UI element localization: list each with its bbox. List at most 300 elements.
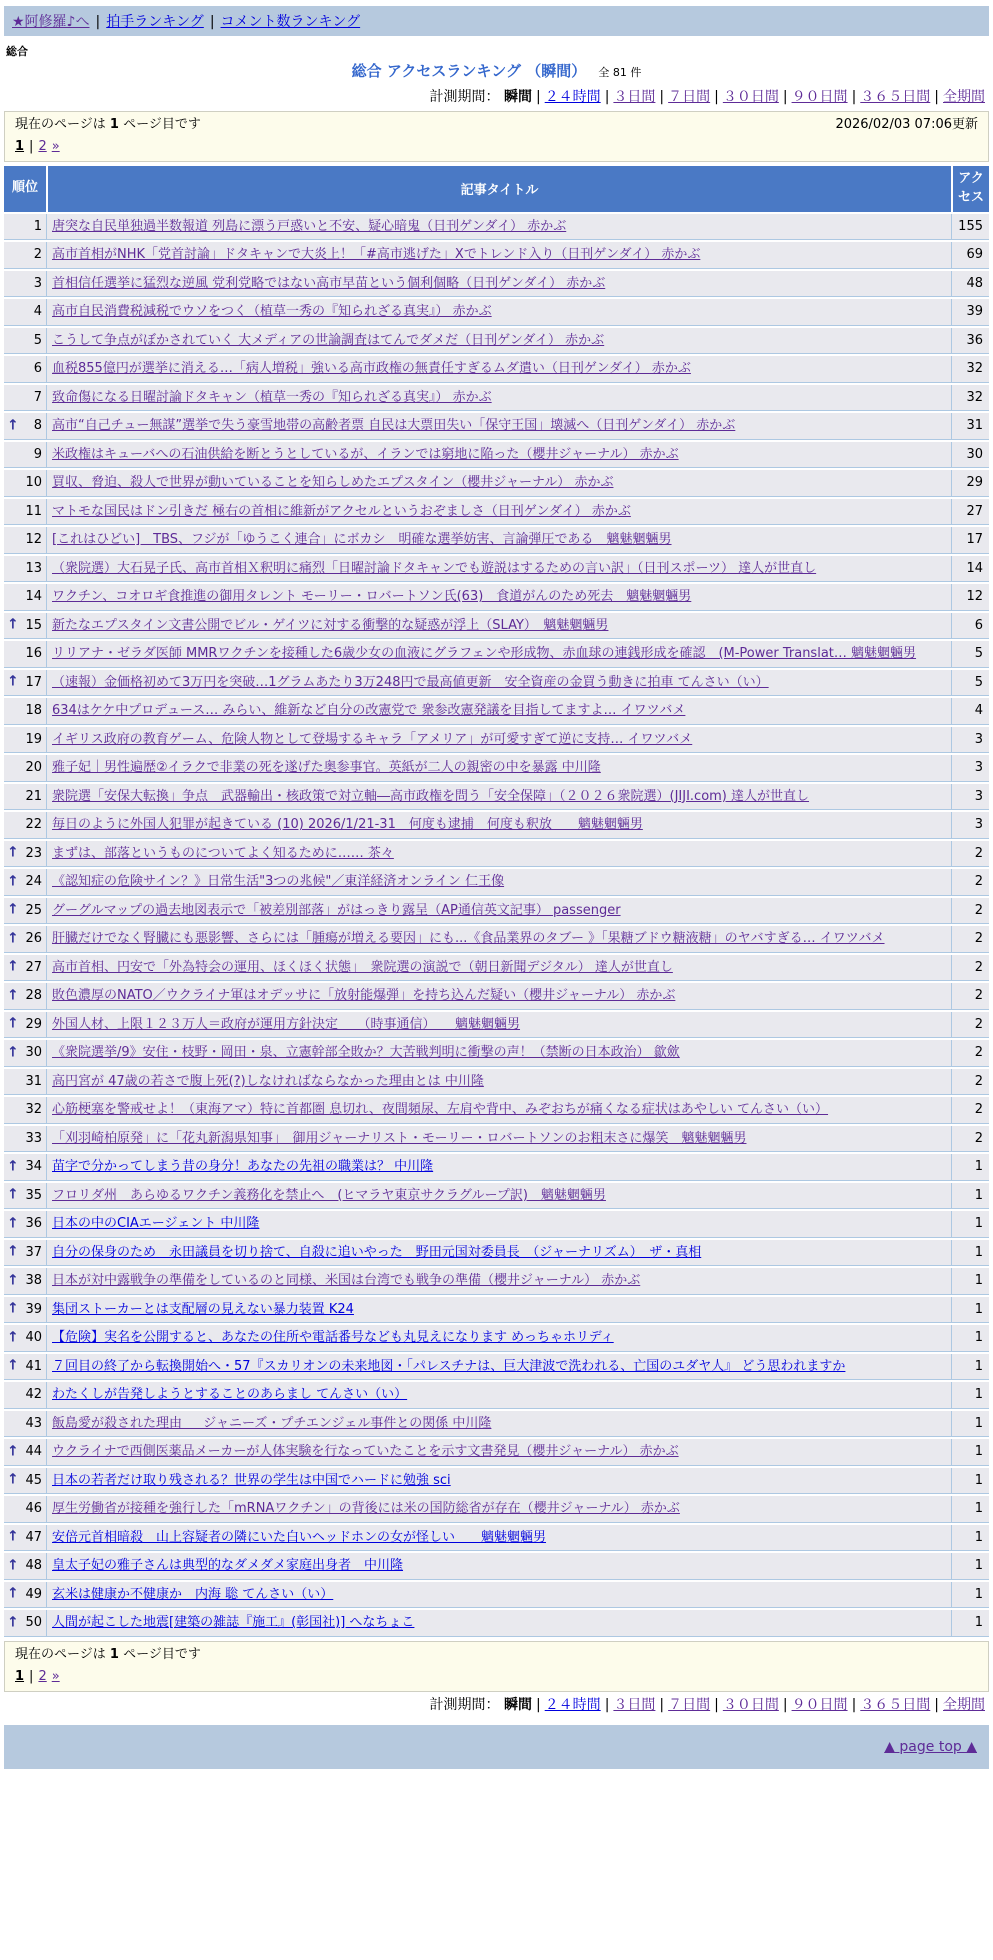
nav-link-asyura-home[interactable]: ★阿修羅♪へ [12,14,90,30]
rank-cell [4,385,46,412]
table-row [4,1325,989,1352]
period-link[interactable]: ３６５日間 [860,1696,931,1713]
period-separator: | [714,89,719,105]
article-link[interactable]: ワクチン、コオロギ食推進の御用タレント モーリー・ロバートソン氏(63) 食道がんのため死去 魑魅魍魎男 [52,589,692,605]
access-count: 14 [951,556,989,583]
rank-number: 44 [25,1444,42,1460]
title-cell [46,698,951,725]
title-cell [46,1240,951,1267]
up-arrow-icon: ↑ [7,873,19,890]
rank-number: 43 [25,1415,42,1431]
up-arrow-icon: ↑ [7,673,19,690]
total-count: 全 81 件 [598,66,642,79]
table-row [4,1382,989,1409]
table-row [4,470,989,497]
article-link[interactable]: 厚生労働省が接種を強行した「mRNAワクチン」の背後には米の国防総省が存在（櫻井ジャーナル） 赤かぶ [52,1501,680,1517]
period-nav-label: 計測期間： [429,89,504,105]
rank-number: 46 [25,1501,42,1517]
ranking-table-body [4,214,989,1637]
rank-cell [4,1439,46,1466]
table-row [4,983,989,1010]
up-arrow-icon: ↑ [7,1557,19,1574]
up-arrow-icon: ↑ [7,1300,19,1317]
title-cell [46,556,951,583]
period-separator: | [535,89,541,105]
rank-number: 20 [25,760,42,776]
article-link[interactable]: 集団ストーカーとは支配層の見えない暴力装置 K24 [52,1301,354,1317]
rank-number: 8 [33,418,42,434]
title-cell [46,1268,951,1295]
up-arrow-icon: ↑ [7,417,19,434]
rank-number: 49 [25,1586,42,1602]
title-cell [46,670,951,697]
article-link[interactable]: ７回目の終了から転換開始へ・57『スカリオンの未来地図・「パレスチナは、巨大津波で洗われる、亡国のユダヤ人』 どう思われますか [52,1358,846,1374]
table-row [4,1040,989,1067]
rank-number: 18 [25,703,42,719]
title-cell [46,214,951,241]
period-current: 瞬間 [503,1696,532,1713]
table-row [4,727,989,754]
table-row [4,1183,989,1210]
up-arrow-icon: ↑ [7,616,19,633]
period-separator: | [851,89,857,105]
table-row [4,841,989,868]
article-link[interactable]: 苗字で分かってしまう昔の身分！あなたの先祖の職業は？ 中川隆 [52,1159,434,1175]
title-cell [46,1069,951,1096]
period-separator: | [604,1696,610,1713]
title-cell [46,527,951,554]
rank-number: 12 [25,532,42,548]
current-page-text: 現在のページは 1 ページ目です [15,117,201,132]
rank-cell [4,1268,46,1295]
period-nav-label: 計測期間： [429,1696,504,1713]
up-arrow-icon: ↑ [7,1044,19,1061]
access-count: 1 [951,1525,989,1552]
table-row [4,1154,989,1181]
article-link[interactable]: グーグルマップの過去地図表示で「被差別部落」がはっきり露呈（AP通信英文記事） passenger [52,902,621,918]
access-count: 2 [951,983,989,1010]
article-link[interactable]: 首相信任選挙に猛烈な逆風 党利党略ではない高市早苗という個利個略（日刊ゲンダイ） 赤かぶ [52,275,606,291]
page-number-2-link[interactable]: 2 [38,139,47,154]
period-link[interactable]: ７日間 [668,89,711,105]
up-arrow-icon: ↑ [7,1329,19,1346]
access-count: 29 [951,470,989,497]
rank-cell [4,1069,46,1096]
rank-cell [4,328,46,355]
rank-cell [4,926,46,953]
rank-cell [4,898,46,925]
updated-timestamp: 2026/02/03 07:06更新 [835,117,978,132]
article-link[interactable]: 雅子妃｜男性遍歴②イラクで非業の死を遂げた奥参事官。英紙が二人の親密の中を暴露 中川隆 [52,760,601,776]
title-cell [46,1126,951,1153]
rank-number: 29 [25,1016,42,1032]
access-count: 3 [951,727,989,754]
rank-cell [4,556,46,583]
article-link[interactable]: 高円宮が 47歳の若さで腹上死(?)しなければならなかった理由とは 中川隆 [52,1073,484,1089]
article-link[interactable]: （速報）金価格初めて3万円を突破…1グラムあたり3万248円で最高値更新 安全資産の金買う動きに拍車 てんさい（い） [52,674,769,690]
access-count: 3 [951,812,989,839]
article-link[interactable]: イギリス政府の教育ゲーム、危険人物として登場するキャラ「アメリア」が可愛すぎて逆に支持… イワツバメ [52,731,693,747]
access-count: 32 [951,385,989,412]
access-count: 2 [951,1069,989,1096]
title-cell [46,613,951,640]
article-link[interactable]: 高市自民消費税減税でウソをつく（植草一秀の『知られざる真実』） 赤かぶ [52,304,492,320]
table-row [4,898,989,925]
period-separator: | [659,89,665,105]
up-arrow-icon: ↑ [7,1585,19,1602]
article-link[interactable]: 新たなエプスタイン文書公開でビル・ゲイツに対する衝撃的な疑惑が浮上（SLAY） 魑魅魍魎男 [52,617,609,633]
article-link[interactable]: 634はケケ中プロデュース… みらい、維新など自分の改憲党で 衆参改憲発議を目指してますよ… イワツバメ [52,703,686,719]
table-row [4,527,989,554]
table-row [4,1582,989,1609]
table-row [4,1097,989,1124]
period-link[interactable]: ２４時間 [544,89,601,105]
rank-cell [4,584,46,611]
next-page-link[interactable]: » [51,139,60,154]
article-link[interactable]: 【危険】実名を公開すると、あなたの住所や電話番号なども丸見えになります めっちゃホリディ [52,1330,614,1346]
period-separator: | [535,1696,541,1713]
article-link[interactable]: 「刈羽崎柏原発」に「花丸新潟県知事」 御用ジャーナリスト・モーリー・ロバートソンのお粗末さに爆笑 魑魅魍魎男 [52,1130,747,1146]
rank-cell [4,1582,46,1609]
rank-cell [4,1325,46,1352]
access-count: 1 [951,1154,989,1181]
up-arrow-icon: ↑ [7,987,19,1004]
access-count: 30 [951,442,989,469]
article-link[interactable]: （衆院選）大石晃子氏、高市首相Ｘ釈明に痛烈「日曜討論ドタキャンでも遊説はするための言い訳」（日刊スポーツ） 達人が世直し [52,560,817,576]
title-cell [46,1183,951,1210]
access-count: 1 [951,1183,989,1210]
period-link[interactable]: ３０日間 [722,1696,779,1713]
access-count: 1 [951,1268,989,1295]
table-row [4,1468,989,1495]
rank-number: 34 [25,1159,42,1175]
access-count: 1 [951,1610,989,1637]
access-count: 2 [951,1040,989,1067]
access-count: 2 [951,869,989,896]
rank-number: 37 [25,1244,42,1260]
period-link[interactable]: ９０日間 [791,89,848,105]
rank-cell [4,1382,46,1409]
up-arrow-icon: ↑ [7,1158,19,1175]
table-row [4,356,989,383]
access-count: 155 [951,214,989,241]
title-cell [46,413,951,440]
table-row [4,413,989,440]
current-page-text: 現在のページは 1 ページ目です [15,1646,201,1662]
period-link[interactable]: ３日間 [613,89,656,105]
period-link[interactable]: ７日間 [668,1696,711,1713]
title-cell [46,1012,951,1039]
article-link[interactable]: ウクライナで西側医薬品メーカーが人体実験を行なっていたことを示す文書発見（櫻井ジャーナル） 赤かぶ [52,1444,679,1460]
title-cell [46,1468,951,1495]
rank-number: 45 [25,1472,42,1488]
access-count: 1 [951,1382,989,1409]
rank-number: 3 [33,275,42,291]
title-cell [46,784,951,811]
rank-number: 38 [25,1273,42,1289]
period-link[interactable]: ２４時間 [544,1696,601,1713]
access-count: 6 [951,613,989,640]
access-count: 5 [951,670,989,697]
table-header-row [4,166,989,212]
rank-cell [4,955,46,982]
article-link[interactable]: まずは、部落というものについてよく知るために…… 茶々 [52,845,394,861]
article-link[interactable]: 敗色濃厚のNATO／ウクライナ軍はオデッサに「放射能爆弾」を持ち込んだ疑い（櫻井ジャーナル） 赤かぶ [52,988,676,1004]
table-row [4,385,989,412]
rank-cell [4,1610,46,1637]
access-count: 1 [951,1325,989,1352]
table-row [4,784,989,811]
table-row [4,584,989,611]
table-row [4,926,989,953]
article-link[interactable]: 買収、脅迫、殺人で世界が動いていることを知らしめたエプスタイン（櫻井ジャーナル） 赤かぶ [52,475,614,491]
access-count: 1 [951,1211,989,1238]
up-arrow-icon: ↑ [7,1528,19,1545]
bottom-bar [4,1725,989,1769]
article-link[interactable]: 自分の保身のため 永田議員を切り捨て、自殺に追いやった 野田元国対委員長 （ジャーナリズム） ザ・真相 [52,1244,702,1260]
rank-cell [4,1211,46,1238]
article-link[interactable]: 玄米は健康か不健康か 内海 聡 てんさい（い） [52,1586,334,1602]
rank-cell [4,784,46,811]
rank-cell [4,442,46,469]
title-cell [46,442,951,469]
article-link[interactable]: 毎日のように外国人犯罪が起きている (10) 2026/1/21-31 何度も逮捕 何度も釈放 魑魅魍魎男 [52,817,643,833]
table-row [4,1525,989,1552]
period-separator: | [782,1696,788,1713]
rank-number: 14 [25,589,42,605]
ranking-table [4,164,989,1639]
rank-cell [4,698,46,725]
title-cell [46,1553,951,1580]
access-count: 27 [951,499,989,526]
up-arrow-icon: ↑ [7,1443,19,1460]
article-link[interactable]: 人間が起こした地震[建築の雑誌『施工』(彰国社)] へなちょこ [52,1615,415,1631]
rank-number: 21 [25,788,42,804]
period-link[interactable]: ９０日間 [791,1696,848,1713]
up-arrow-icon: ↑ [7,1614,19,1631]
title-cell [46,727,951,754]
article-link[interactable]: 日本の若者だけ取り残される？世界の学生は中国でハードに勉強 sci [52,1472,451,1488]
article-link[interactable]: [これはひどい] TBS、フジが「ゆうこく連合」にボカシ 明確な選挙妨害、言論弾圧である 魑魅魍魎男 [52,532,672,548]
rank-cell [4,1012,46,1039]
table-row [4,1240,989,1267]
title-cell [46,955,951,982]
access-count: 17 [951,527,989,554]
access-count: 39 [951,299,989,326]
rank-cell [4,1553,46,1580]
period-link[interactable]: 全期間 [943,89,985,105]
article-link[interactable]: 高市首相、円安で「外為特会の運用、ほくほく状態」 衆院選の演説で（朝日新聞デジタル） 達人が世直し [52,959,673,975]
table-row [4,1411,989,1438]
access-count: 2 [951,955,989,982]
rank-number: 35 [25,1187,42,1203]
article-link[interactable]: 血税855億円が選挙に消える…「病人増税」強いる高市政権の無責任すぎるムダ遣い（日刊ゲンダイ） 赤かぶ [52,361,691,377]
rank-cell [4,1354,46,1381]
table-row [4,1496,989,1523]
access-count: 2 [951,1097,989,1124]
access-count: 3 [951,784,989,811]
nav-link-comment-ranking[interactable]: コメント数ランキング [220,14,361,30]
title-cell [46,242,951,269]
next-page-link[interactable]: » [51,1668,60,1684]
article-link[interactable]: 唐突な自民単独過半数報道 列島に漂う戸惑いと不安、疑心暗鬼（日刊ゲンダイ） 赤かぶ [52,218,567,234]
rank-cell [4,242,46,269]
title-cell [46,1325,951,1352]
up-arrow-icon: ↑ [7,1471,19,1488]
article-link[interactable]: 日本が対中露戦争の準備をしているのと同様、米国は台湾でも戦争の準備（櫻井ジャーナル） 赤かぶ [52,1273,641,1289]
article-link[interactable]: 高市“自己チュー無謀”選挙で失う豪雪地帯の高齢者票 自民は大票田失い「保守王国」壊滅へ（日刊ゲンダイ） 赤かぶ [52,418,736,434]
rank-cell [4,1126,46,1153]
up-arrow-icon: ↑ [7,1015,19,1032]
title-cell [46,1354,951,1381]
article-link[interactable]: フロリダ州 あらゆるワクチン義務化を禁止へ (ヒマラヤ東京サクラグループ訳) 魑魅魍魎男 [52,1187,606,1203]
rank-cell [4,271,46,298]
period-link[interactable]: ３日間 [613,1696,656,1713]
up-arrow-icon: ↑ [7,1357,19,1374]
rank-number: 36 [25,1216,42,1232]
rank-number: 5 [33,332,42,348]
table-row [4,698,989,725]
access-count: 36 [951,328,989,355]
title-cell [46,328,951,355]
article-link[interactable]: こうして争点がぼかされていく 大メディアの世論調査はてんでダメだ（日刊ゲンダイ） 赤かぶ [52,332,605,348]
table-row [4,499,989,526]
access-count: 1 [951,1354,989,1381]
up-arrow-icon: ↑ [7,1186,19,1203]
table-row [4,1297,989,1324]
page-top-link[interactable]: ▲ page top ▲ [884,1738,977,1755]
title-cell [46,1382,951,1409]
up-arrow-icon: ↑ [7,1272,19,1289]
article-link[interactable]: 《認知症の危険サイン？》日常生活"3つの兆候"／東洋経済オンライン 仁王像 [52,874,505,890]
column-header-access: アクセス [951,166,989,212]
title-cell [46,499,951,526]
article-link[interactable]: 米政権はキューバへの石油供給を断とうとしているが、イランでは窮地に陥った（櫻井ジャーナル） 赤かぶ [52,446,679,462]
article-link[interactable]: 肝臓だけでなく腎臓にも悪影響、さらには「腫瘍が増える要因」にも...《食品業界のタブー 》「果糖ブドウ糖液糖」のヤバすぎる… イワツバメ [52,931,885,947]
rank-cell [4,841,46,868]
rank-number: 16 [25,646,42,662]
period-link[interactable]: 全期間 [943,1696,985,1713]
article-link[interactable]: 高市首相がNHK「党首討論」ドタキャンで大炎上！「#高市逃げた」Xでトレンド入り（日刊ゲンダイ） 赤かぶ [52,247,701,263]
access-count: 1 [951,1468,989,1495]
page-separator: | [29,139,34,154]
rank-cell [4,499,46,526]
article-link[interactable]: わたくしが告発しようとすることのあらまし てんさい（い） [52,1387,408,1403]
pager-box-bottom [4,1641,989,1692]
rank-number: 19 [25,731,42,747]
article-link[interactable]: 心筋梗塞を警戒せよ！（東海アマ）特に首都圏 息切れ、夜間頻尿、左肩や背中、みぞおちが痛くなる症状はあやしい てんさい（い） [52,1102,829,1118]
table-row [4,869,989,896]
period-link[interactable]: ３６５日間 [860,89,931,105]
table-row [4,214,989,241]
rank-number: 48 [25,1558,42,1574]
access-count: 1 [951,1240,989,1267]
table-row [4,755,989,782]
table-row [4,328,989,355]
table-row [4,299,989,326]
article-link[interactable]: 日本の中のCIAエージェント 中川隆 [52,1216,260,1232]
access-count: 4 [951,698,989,725]
title-cell [46,584,951,611]
rank-number: 15 [25,617,42,633]
title-cell [46,271,951,298]
rank-number: 25 [25,902,42,918]
table-row [4,442,989,469]
access-count: 12 [951,584,989,611]
rank-cell [4,470,46,497]
top-nav-bar [4,6,989,36]
rank-number: 10 [25,475,42,491]
table-row [4,1268,989,1295]
access-count: 5 [951,641,989,668]
rank-number: 41 [25,1358,42,1374]
period-link[interactable]: ３０日間 [722,89,779,105]
article-link[interactable]: 衆院選「安保大転換」争点 武器輸出・核政策で対立軸―高市政権を問う「安全保障」（２０２６衆院選）(JIJI.com) 達人が世直し [52,788,810,804]
article-link[interactable]: 致命傷になる日曜討論ドタキャン（植草一秀の『知られざる真実』） 赤かぶ [52,389,492,405]
rank-number: 1 [33,218,42,234]
page-number-2-link[interactable]: 2 [38,1668,47,1684]
column-header-rank: 順位 [4,166,46,212]
title-cell [46,1211,951,1238]
article-link[interactable]: 皇太子妃の雅子さんは典型的なダメダメ家庭出身者 中川隆 [52,1558,404,1574]
table-row [4,1610,989,1637]
rank-number: 26 [25,931,42,947]
page-title-text: 総合 アクセスランキング （瞬間） [351,62,587,80]
table-row [4,271,989,298]
title-cell [46,641,951,668]
rank-number: 40 [25,1330,42,1346]
rank-number: 30 [25,1045,42,1061]
article-link[interactable]: 飯島愛が殺された理由 ＿ ジャニーズ・プチエンジェル事件との関係 中川隆 [52,1415,492,1431]
rank-cell [4,1496,46,1523]
article-link[interactable]: マトモな国民はドン引きだ 極右の首相に維新がアクセルというおぞましさ（日刊ゲンダイ） 赤かぶ [52,503,631,519]
rank-cell [4,670,46,697]
nav-link-clap-ranking[interactable]: 拍手ランキング [106,14,204,30]
rank-number: 24 [25,874,42,890]
title-cell [46,898,951,925]
rank-cell [4,1183,46,1210]
rank-cell [4,1411,46,1438]
title-cell [46,1154,951,1181]
rank-cell [4,1297,46,1324]
rank-cell [4,869,46,896]
title-cell [46,755,951,782]
article-link[interactable]: リリアナ・ゼラダ医師 MMRワクチンを接種した6歳少女の血液にグラフェンや形成物、赤血球の連銭形成を確認 (M-Power Translat… 魑魅魍魎男 [52,646,917,662]
access-count: 3 [951,755,989,782]
rank-number: 2 [33,247,42,263]
up-arrow-icon: ↑ [7,1215,19,1232]
table-row [4,242,989,269]
article-link[interactable]: 外国人材、上限１２３万人＝政府が運用方針決定 （時事通信） 魑魅魍魎男 [52,1016,521,1032]
rank-number: 17 [25,674,42,690]
page-number-current: 1 [15,1668,25,1684]
access-count: 48 [951,271,989,298]
access-count: 1 [951,1439,989,1466]
article-link[interactable]: 《衆院選挙/9》安住・枝野・岡田・泉、立憲幹部全敗か？大苦戦判明に衝撃の声！（禁断の日本政治） 歙歛 [52,1045,680,1061]
article-link[interactable]: 安倍元首相暗殺 山上容疑者の隣にいた白いヘッドホンの女が怪しい 魑魅魍魎男 [52,1529,547,1545]
period-separator: | [934,1696,939,1713]
up-arrow-icon: ↑ [7,958,19,975]
rank-number: 6 [33,361,42,377]
rank-cell [4,1468,46,1495]
rank-cell [4,356,46,383]
period-nav-top [0,87,985,107]
access-count: 2 [951,926,989,953]
table-row [4,1439,989,1466]
nav-separator: | [95,14,101,30]
rank-cell [4,983,46,1010]
access-count: 1 [951,1582,989,1609]
